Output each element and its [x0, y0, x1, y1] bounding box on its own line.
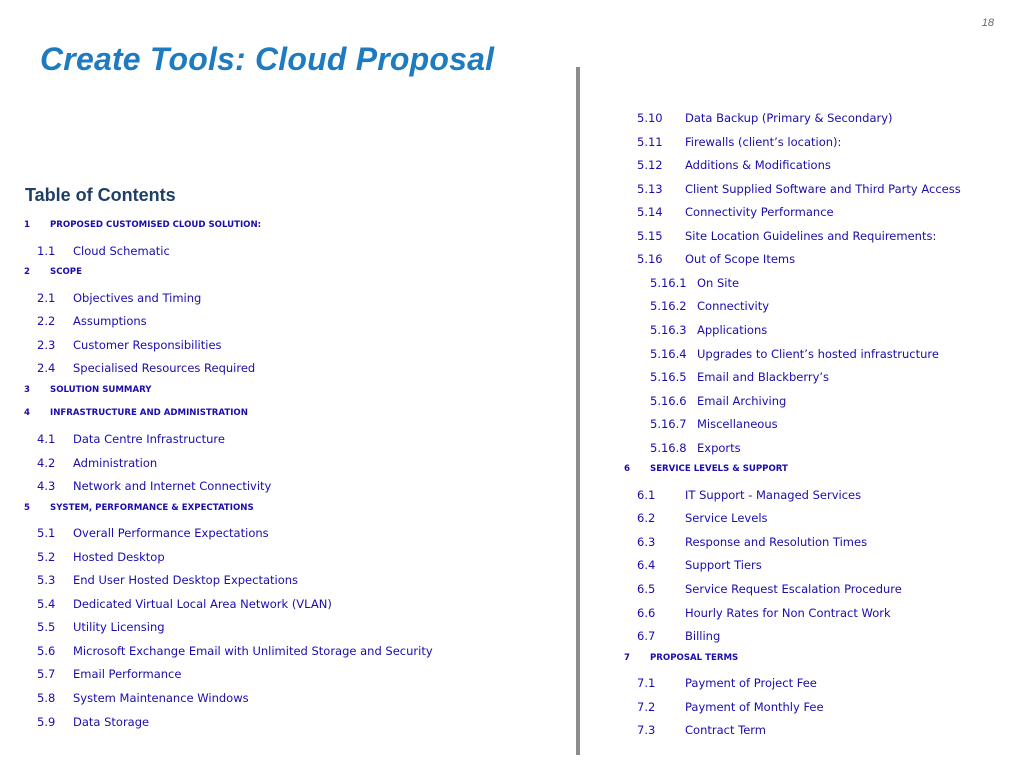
toc-entry-label: End User Hosted Desktop Expectations — [73, 573, 299, 588]
toc-entry-number: 6.3 — [637, 534, 656, 549]
toc-entry-label: SERVICE LEVELS & SUPPORT — [650, 464, 788, 475]
toc-entry-number: 5.6 — [37, 643, 56, 658]
toc-entry-label: Specialised Resources Required — [73, 361, 256, 376]
toc-entry-label: SCOPE — [50, 267, 82, 278]
toc-entry-label: System Maintenance Windows — [73, 691, 249, 705]
toc-entry-number: 5.2 — [37, 549, 56, 564]
toc-entry-label: Service Request Escalation Procedure — [685, 582, 902, 596]
toc-entry-number: 5 — [24, 502, 30, 513]
toc-entry-label: Client Supplied Software and Third Party Access — [685, 181, 961, 196]
toc-entry-number: 2.2 — [37, 314, 56, 329]
toc-entry-label: Connectivity — [697, 299, 770, 314]
toc-entry-number: 6.5 — [637, 582, 656, 596]
toc-entry-label: Payment of Project Fee — [685, 676, 817, 691]
toc-entry-number: 1.1 — [37, 243, 56, 258]
toc-entry-number: 6.7 — [637, 629, 656, 644]
toc-entry-label: Email and Blackberry’s — [697, 370, 830, 385]
toc-entry-number: 5.11 — [637, 134, 663, 149]
toc-entry-label: Service Levels — [685, 511, 768, 526]
toc-entry-label: Administration — [73, 455, 158, 470]
toc-entry-number: 7.1 — [637, 676, 656, 691]
toc-entry-number: 6.4 — [637, 558, 656, 573]
toc-entry-number: 5.8 — [37, 691, 56, 705]
toc-entry-label: Cloud Schematic — [73, 243, 170, 258]
toc-entry-number: 4.3 — [37, 479, 56, 494]
toc-entry-label: On Site — [697, 275, 740, 290]
toc-entry-number: 5.10 — [637, 111, 663, 125]
toc-entry-number: 5.16.3 — [650, 322, 687, 337]
toc-entry-number: 5.16.6 — [650, 393, 687, 408]
toc-entry-label: Upgrades to Client’s hosted infrastructure — [697, 346, 939, 361]
toc-entry-label: SOLUTION SUMMARY — [50, 384, 152, 395]
toc-entry-label: Applications — [697, 322, 768, 337]
toc-entry-number: 7 — [624, 652, 630, 663]
toc-entry-number: 2.4 — [37, 361, 56, 376]
toc-entry-number: 6.2 — [637, 511, 656, 526]
toc-entry-number: 6 — [624, 464, 630, 475]
toc-entry-number: 2 — [24, 267, 30, 278]
toc-entry-label: PROPOSED CUSTOMISED CLOUD SOLUTION: — [50, 220, 262, 230]
toc-entry-label: Billing — [685, 629, 721, 644]
toc-entry-label: Overall Performance Expectations — [73, 526, 269, 541]
toc-entry-number: 5.16.7 — [650, 417, 687, 432]
toc-entry-label: Firewalls (client’s location): — [685, 134, 842, 149]
toc-entry-label: Data Storage — [73, 714, 150, 729]
toc-entry-label: Exports — [697, 440, 741, 455]
toc-entry-label: PROPOSAL TERMS — [650, 652, 739, 663]
toc-entry-number: 5.16.5 — [650, 370, 687, 385]
toc-entry-label: Data Centre Infrastructure — [73, 431, 225, 446]
toc-entry-number: 4.2 — [37, 455, 56, 470]
toc-entry-number: 6.1 — [637, 487, 656, 502]
toc-entry-label: Data Backup (Primary & Secondary) — [685, 111, 893, 125]
toc-entry-label: Additions & Modifications — [685, 158, 831, 173]
toc-entry-number: 5.14 — [637, 205, 663, 220]
toc-entry-label: Customer Responsibilities — [73, 337, 222, 352]
toc-entry-number: 6.6 — [637, 605, 656, 620]
toc-entry-label: Hourly Rates for Non Contract Work — [685, 605, 891, 620]
toc-entry-label: Assumptions — [73, 314, 147, 329]
slide-title: Create Tools: Cloud Proposal — [40, 41, 495, 77]
toc-entry-label: SYSTEM, PERFORMANCE & EXPECTATIONS — [50, 502, 254, 513]
toc-entry-number: 5.16.8 — [650, 440, 687, 455]
toc-entry-number: 5.1 — [37, 526, 56, 541]
toc-entry-label: Email Archiving — [697, 393, 787, 408]
toc-entry-number: 4.1 — [37, 431, 56, 446]
toc-entry-label: INFRASTRUCTURE AND ADMINISTRATION — [50, 408, 248, 419]
toc-entry-label: Payment of Monthly Fee — [685, 699, 824, 714]
toc-entry-number: 5.3 — [37, 573, 56, 588]
toc-entry-number: 5.5 — [37, 620, 56, 635]
toc-entry-number: 5.7 — [37, 667, 56, 682]
toc-entry-number: 2.1 — [37, 290, 56, 305]
toc-entry-number: 7.3 — [637, 723, 656, 738]
toc-entry-label: Email Performance — [73, 667, 182, 682]
toc-entry-number: 5.9 — [37, 714, 56, 729]
toc-entry-label: Objectives and Timing — [73, 290, 202, 305]
toc-entry-label: Hosted Desktop — [73, 549, 165, 564]
toc-entry-label: Miscellaneous — [697, 417, 778, 432]
toc-entry-number: 5.16.2 — [650, 299, 687, 314]
page-number: 18 — [981, 17, 994, 29]
toc-entry-number: 5.16.4 — [650, 346, 687, 361]
toc-entry-number: 4 — [24, 408, 30, 419]
toc-entry-label: Microsoft Exchange Email with Unlimited Storage and Security — [73, 643, 433, 658]
toc-entry-label: Connectivity Performance — [685, 205, 834, 220]
toc-entry-label: Support Tiers — [685, 558, 762, 573]
toc-entry-label: IT Support - Managed Services — [685, 487, 862, 502]
toc-entry-number: 7.2 — [637, 699, 656, 714]
toc-entry-number: 5.16.1 — [650, 275, 687, 290]
toc-entry-number: 5.13 — [637, 181, 663, 196]
toc-entry-number: 5.4 — [37, 596, 56, 611]
toc-entry-label: Dedicated Virtual Local Area Network (VLAN) — [73, 596, 332, 611]
toc-entry-number: 5.16 — [637, 252, 663, 267]
toc-entry-label: Contract Term — [685, 723, 766, 738]
toc-entry-label: Out of Scope Items — [685, 252, 796, 267]
toc-entry-number: 1 — [24, 220, 30, 230]
toc-entry-number: 2.3 — [37, 337, 56, 352]
column-divider — [576, 67, 580, 755]
toc-entry-number: 5.15 — [637, 228, 663, 243]
toc-heading: Table of Contents — [25, 185, 176, 205]
toc-entry-number: 5.12 — [637, 158, 663, 173]
toc-entry-label: Response and Resolution Times — [685, 534, 868, 549]
toc-entry-number: 3 — [24, 384, 30, 395]
toc-entry-label: Site Location Guidelines and Requirements: — [685, 228, 937, 243]
toc-entry-label: Network and Internet Connectivity — [73, 479, 272, 494]
toc-entry-label: Utility Licensing — [73, 620, 165, 635]
